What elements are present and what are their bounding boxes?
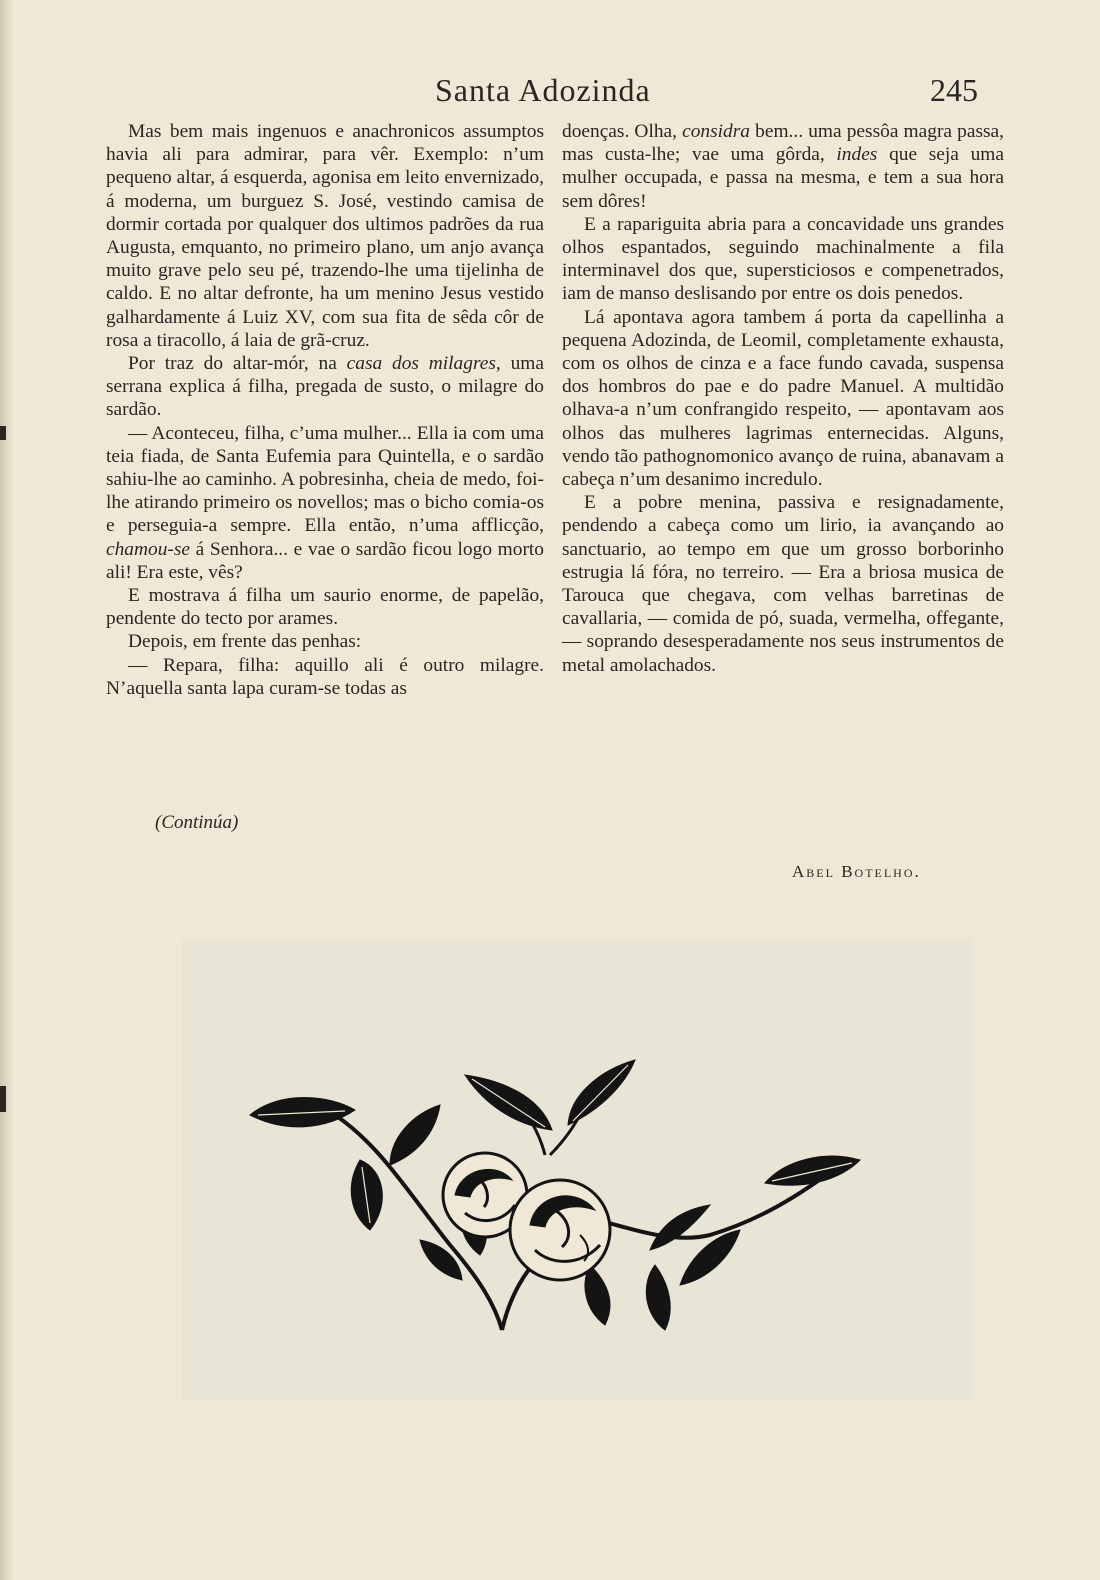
paragraph-text: Por traz do altar-mór, na: [128, 353, 347, 375]
paragraph: Lá apontava agora tambem á porta da capellinha a pequena Adozinda, de Leomil, completamente exhausta, com os olhos de cinza e a face fundo cavada, suspensa dos hombros do pae e do padre Manuel. A multidão olhava-a n’um confrangido respeito, — apontavam aos olhos das mulheres lagrimas enternecidas. Alguns, vendo tão pathognomonico avanço de ruina, abanavam a cabeça n’um desanimo incredulo.: [562, 306, 1004, 491]
continued-note: (Continúa): [155, 812, 239, 833]
paragraph: [106, 422, 544, 584]
paragraph-text: Mas bem mais ingenuos e anachronicos assumptos havia ali para admirar, para vêr. Exemplo: n’um pequeno altar, á esquerda, agonisa em leito envernizado, á moderna, um burguez S. José, vestindo camisa de dormir cortada por qualquer dos ultimos padrões da rua Augusta, emquanto, no primeiro plano, um anjo avança muito grave pelo seu pé, trazendo-lhe uma tijelinha de caldo. E no altar defronte, ha um menino Jesus vestido galhardamente á Luiz XV, com sua fita de sêda côr de rosa a tiracollo, á laia de grã-cruz.: [106, 121, 544, 351]
edge-mark: [0, 426, 6, 440]
page-number: 245: [930, 72, 978, 108]
paragraph: E a rapariguita abria para a concavidade uns grandes olhos espantados, seguindo machinalmente a fila interminavel dos que, supersticiosos e compenetrados, iam de manso deslisando por entre os dois penedos.: [562, 213, 1004, 305]
italic-phrase: casa dos milagres: [346, 353, 496, 375]
paragraph: [562, 120, 1004, 213]
paragraph-text: doenças. Olha,: [562, 121, 683, 142]
paragraph: E mostrava á filha um saurio enorme, de papelão, pendente do tecto por arames.: [106, 585, 544, 630]
paragraph: Depois, em frente das penhas:: [128, 631, 362, 653]
italic-phrase: indes: [836, 144, 878, 166]
author-signature: Abel Botelho.: [792, 862, 921, 881]
paragraph-text: — Aconteceu, filha, c’uma mulher... Ella ia com uma teia fiada, de Santa Eufemia para Quintella, e o sardão sahiu-lhe ao caminho. A pobresinha, cheia de medo, foi-lhe atirando primeiro os novellos; mas o bicho comia-os e perseguia-a sempre. Ella então, n’uma afflicção,: [106, 422, 544, 537]
running-title: Santa Adozinda: [435, 72, 651, 108]
paragraph: E a pobre menina, passiva e resignadamente, pendendo a cabeça como um lirio, ia avançando ao sanctuario, ao tempo em que um grosso borborinho estrugia lá fóra, no terreiro. — Era a briosa musica de Tarouca que chegava, com velhas barretinas de cavallaria, — comida de pó, suada, vermelha, offegante, — soprando desesperadamente nos seus instrumentos de metal amolachados.: [562, 492, 1004, 676]
paragraph-text: que seja uma mulher occupada, e passa na mesma, e tem a sua hora sem dôres!: [562, 144, 1004, 212]
page-header: [0, 70, 1100, 110]
paragraph-text: , uma serrana explica á filha, pregada de susto, o milagre do sardão.: [106, 353, 544, 421]
paragraph: — Repara, filha: aquillo ali é outro milagre. N’aquella santa lapa curam-se todas as: [106, 654, 544, 699]
left-column: [106, 120, 544, 700]
paragraph: [106, 352, 544, 422]
italic-phrase: chamou-se: [106, 538, 191, 560]
paragraph: [106, 120, 544, 352]
right-column: [562, 120, 1004, 677]
italic-phrase: considra: [682, 121, 750, 142]
paragraph-text: á Senhora... e vae o sardão ficou logo morto ali! Era este, vês?: [106, 538, 544, 583]
paragraph-text: bem... uma pessôa magra passa, mas custa-lhe; vae uma gôrda,: [562, 121, 1004, 166]
page-edge: [0, 0, 14, 1580]
edge-mark: [0, 1086, 6, 1112]
rose-branch-ornament-icon: [240, 1055, 870, 1340]
